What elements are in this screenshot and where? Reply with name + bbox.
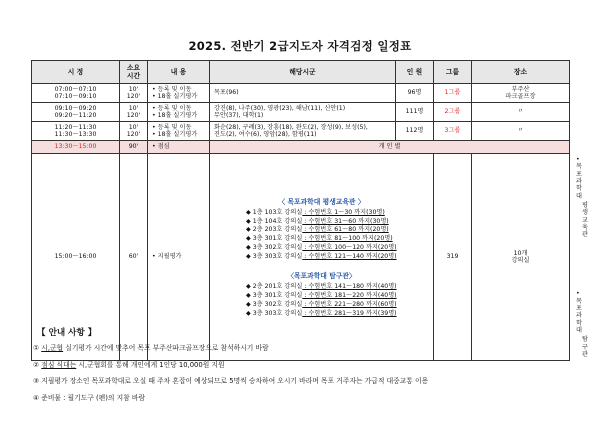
notice-item — [33, 375, 573, 385]
time-end: 09:20～11:20 — [54, 112, 97, 119]
room-item — [246, 292, 433, 299]
place-cell — [472, 84, 570, 103]
lunch-content: • 점심 — [148, 141, 210, 154]
time-start: 09:10～09:20 — [54, 104, 97, 112]
room-range: : 수험번호 31～60 까지(30명) — [302, 217, 389, 225]
page-title: 2025. 전반기 2급지도자 자격검정 일정표 — [188, 39, 412, 53]
region-line1: 화순(28), 구례(3), 장흥(18), 완도(2), 장성(9), 보성(5), — [214, 123, 368, 131]
room-list-research — [210, 283, 433, 317]
content-line2: • 18홀 실기평가 — [152, 112, 198, 119]
room-range: : 수험번호 100～120 까지(20명) — [302, 244, 397, 252]
region-line2: 진도(2), 여수(6), 영암(28), 함평(11) — [214, 131, 317, 138]
header-duration-line2: 시간 — [126, 72, 141, 80]
room-item — [246, 244, 433, 251]
room-range: : 수험번호 221～280 까지(60명) — [302, 300, 397, 308]
room-range: : 수험번호 141～180 까지(40명) — [302, 283, 397, 291]
region-line2: 무안(37), 대학(1) — [214, 112, 264, 119]
content-cell — [148, 103, 210, 122]
notice-underline: 점심 식대는 — [41, 360, 77, 369]
duration-2: 120' — [126, 93, 141, 100]
content-cell — [148, 84, 210, 103]
duration-1: 10' — [128, 104, 139, 112]
table-row — [32, 84, 570, 103]
room-label: ◆ 1층 103호 강의실 — [246, 208, 303, 216]
duration-cell — [120, 103, 148, 122]
header-duration-line1: 소요 — [126, 63, 141, 72]
place-b-line2: 탐구관 — [582, 336, 588, 358]
content-line1: • 등록 및 이동 — [152, 123, 192, 131]
room-range: : 수험번호 81～100 까지(20명) — [302, 235, 393, 243]
written-group-line1: 10개 — [513, 249, 528, 257]
time-end: 11:30～13:30 — [54, 131, 97, 138]
room-item — [246, 253, 433, 260]
header-region: 해당시군 — [210, 61, 396, 84]
region-cell — [210, 84, 396, 103]
written-content: • 지필평가 — [148, 154, 210, 361]
lunch-time: 13:30～15:00 — [32, 141, 120, 154]
place-a-line2: 평생교육관 — [582, 201, 588, 239]
written-rooms — [210, 154, 434, 361]
region-cell — [210, 103, 396, 122]
place-cell: 〃 — [472, 122, 570, 141]
notice-underline: 시,군협 — [41, 344, 64, 352]
duration-2: 120' — [126, 112, 141, 119]
notice-number: ③ — [33, 377, 42, 386]
written-time: 15:00～16:00 — [32, 154, 120, 361]
people-cell: 112명 — [396, 122, 434, 141]
content-line2: • 18홀 실기평가 — [152, 93, 198, 100]
notice-number: ① — [33, 344, 42, 352]
table-row — [32, 103, 570, 122]
room-item — [246, 209, 433, 216]
place-line1: 부주산 — [511, 85, 530, 93]
content-line1: • 등록 및 이동 — [152, 85, 192, 93]
room-label: ◆ 2층 201호 강의실 — [246, 283, 303, 291]
room-item — [246, 218, 433, 225]
content-line1: • 등록 및 이동 — [152, 104, 192, 112]
written-people: 319 — [434, 154, 472, 361]
written-group — [472, 154, 570, 361]
header-group: 그룹 — [434, 61, 472, 84]
header-time: 시 정 — [32, 61, 120, 84]
room-label: ◆ 3층 302호 강의실 — [246, 300, 303, 308]
room-range: : 수험번호 281～319 까지(39명) — [302, 309, 397, 317]
written-group-line2: 강의실 — [511, 257, 530, 265]
group-cell: 2그룹 — [434, 103, 472, 122]
content-line2: • 18홀 실기평가 — [152, 131, 198, 138]
lunch-row — [32, 141, 570, 154]
lunch-duration: 90' — [120, 141, 148, 154]
room-label: ◆ 3층 303호 강의실 — [246, 253, 303, 261]
time-cell — [32, 103, 120, 122]
notice-title: 【 안내 사항 】 — [37, 328, 97, 338]
room-item — [246, 301, 433, 308]
room-range: : 수험번호 181～220 까지(40명) — [302, 291, 397, 299]
people-cell: 111명 — [396, 103, 434, 122]
notice-list — [33, 342, 573, 408]
room-label: ◆ 1층 104호 강의실 — [246, 217, 303, 225]
spacer — [210, 262, 433, 270]
room-label: ◆ 3층 301호 강의실 — [246, 235, 303, 243]
notice-number: ② — [33, 360, 42, 369]
room-item — [246, 283, 433, 290]
header-duration — [120, 61, 148, 84]
room-list-lifelong — [210, 209, 433, 261]
header-row — [32, 61, 570, 84]
room-item — [246, 235, 433, 242]
header-people: 인 원 — [396, 61, 434, 84]
notice-number: ④ — [33, 393, 42, 402]
table-row — [32, 122, 570, 141]
group-cell: 1그룹 — [434, 84, 472, 103]
header-content: 내 용 — [148, 61, 210, 84]
duration-cell — [120, 122, 148, 141]
header-place: 장소 — [472, 61, 570, 84]
room-label: ◆ 3층 301호 강의실 — [246, 291, 303, 299]
place-cell: 〃 — [472, 103, 570, 122]
time-cell — [32, 122, 120, 141]
content-cell — [148, 122, 210, 141]
notice-text: 시,군협회를 통해 개인에게 1인당 10,000원 지원 — [76, 360, 225, 369]
duration-1: 10' — [128, 123, 139, 131]
group-cell: 3그룹 — [434, 122, 472, 141]
time-cell — [32, 84, 120, 103]
written-duration: 60' — [120, 154, 148, 361]
notice-text: 지필평가 장소인 목포과학대로 오실 때 주차 혼잡이 예상되므로 5명씩 승차하여 오시기 바라며 목포 거주자는 가급적 대중교통 이용 — [41, 377, 429, 386]
venue-heading-research: 〈목포과학대 탐구관〉 — [287, 272, 356, 281]
room-label: ◆ 2층 203호 강의실 — [246, 226, 303, 234]
time-start: 11:20～11:30 — [54, 123, 97, 131]
duration-2: 120' — [126, 131, 141, 138]
region-line1: 목포(96) — [214, 89, 239, 97]
region-cell — [210, 122, 396, 141]
duration-1: 10' — [128, 85, 139, 93]
venue-heading-lifelong: 〈 목포과학대 평생교육관 〉 — [278, 197, 365, 206]
time-end: 07:10～09:10 — [54, 93, 97, 100]
room-range: : 수험번호 121～140 까지(20명) — [302, 253, 397, 261]
room-label: ◆ 3층 303호 강의실 — [246, 309, 303, 317]
room-label: ◆ 3층 302호 강의실 — [246, 244, 303, 252]
room-item — [246, 310, 433, 317]
duration-cell — [120, 84, 148, 103]
notice-item — [33, 359, 573, 369]
time-start: 07:00～07:10 — [54, 85, 97, 93]
region-line1: 강진(8), 나주(30), 영광(23), 해남(11), 신안(1) — [214, 104, 346, 112]
notice-item — [33, 342, 573, 352]
room-range: : 수험번호 61～80 까지(20명) — [302, 226, 389, 234]
notice-text: 준비물 : 필기도구 (펜)의 지참 바람 — [41, 393, 146, 402]
notice-item — [33, 392, 573, 402]
place-line2: 파크골프장 — [505, 93, 536, 100]
schedule-table — [31, 60, 588, 361]
written-exam-row: 15:00～16:00 60' • 지필평가 〈 목포과학대 평생교육관 〉 ◆ 1층 103호 강의실 : 수험번호 1～30 까지(30명) ◆ 1층 104호 강의실 : 수험번호 31～60 까지(30명) ◆ 2층 203호 강의실 : 수험번호 61～80 까지(20명) ◆ 3층 301호 강의실 : 수험번호 81～100 까지(20명) ◆ 3층 302호 강의실 : 수험번호 100～120 까지(20명) ◆ 3층 303호 강의실 : 수험번호 121～140 까지(20명) 〈목포과학대 탐구관〉 ◆ 2층 201호 강의실 : 수험번호 141～180 까지(40명) ◆ 3층 301호 강의실 : 수험번호 181～220 까지(40명) ◆ 3층 302호 강의실 : 수험번호 221～280 까지(60명) ◆ 3층 303호 강의실 : 수험번호 281～319 까지(39명) 319 10개 강의실 • 목포과학대 평생교육관 • 목포과학대 탐구관 — [32, 154, 570, 361]
room-item — [246, 226, 433, 233]
notice-text: 실기평가 시간에 맞추어 목포 부주산파크골프장으로 참석하시기 바람 — [63, 344, 269, 352]
people-cell: 96명 — [396, 84, 434, 103]
lunch-label: 개 인 별 — [210, 141, 570, 154]
room-range: : 수험번호 1～30 까지(30명) — [302, 208, 385, 216]
